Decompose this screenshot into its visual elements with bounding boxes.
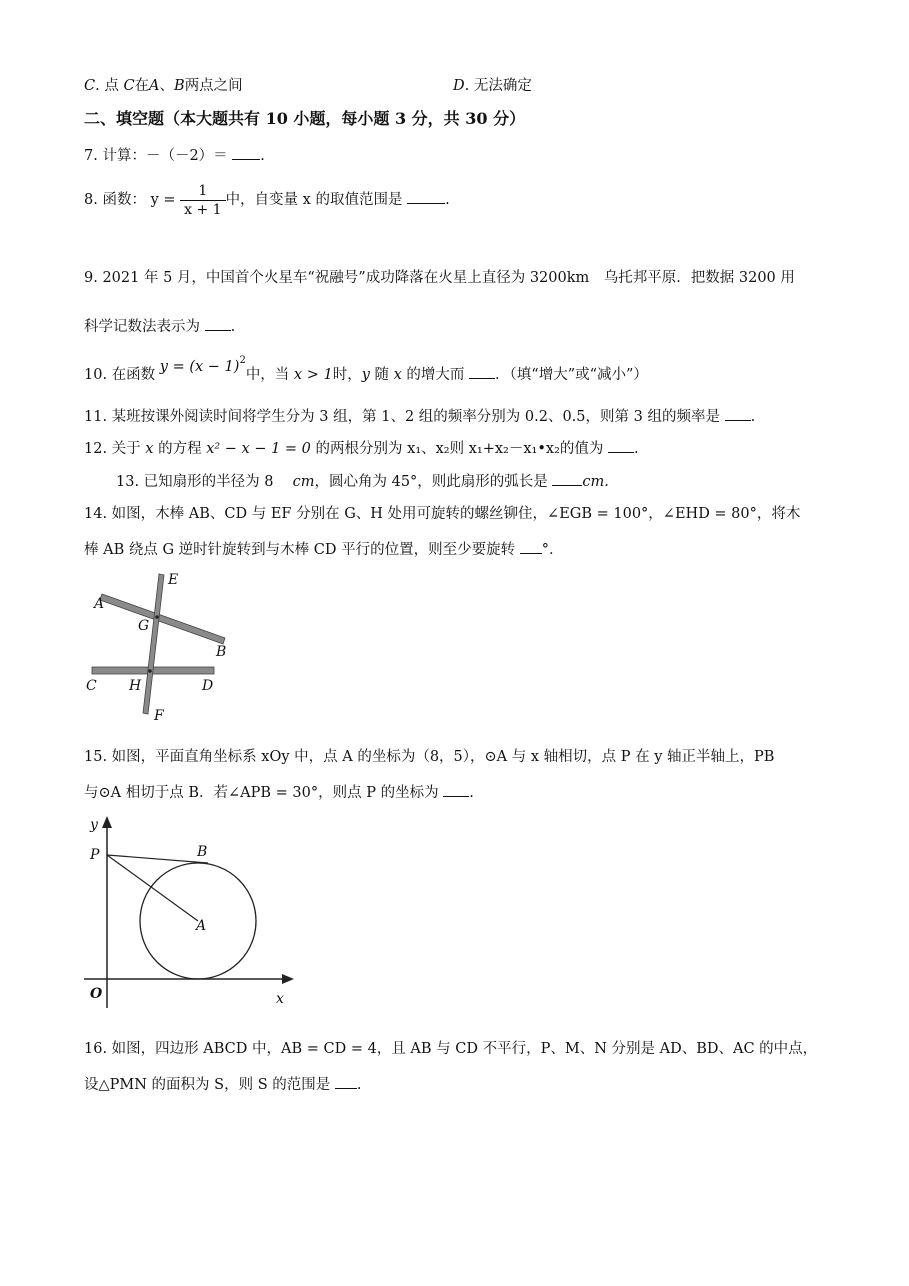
answer-blank[interactable] [407,189,445,204]
question-14-line-2 [84,539,563,560]
point-g [155,615,159,619]
option-c-a: A [149,78,160,94]
option-c-text-post: 两点之间 [184,78,243,94]
x-axis [84,974,294,984]
label-a: A [94,596,105,612]
q13-mid: ，圆心角为 45°，则此扇形的弧长是 [314,474,548,490]
option-c-label: C [84,78,96,94]
q15-figure [84,812,304,1012]
q8-pre: 8. 函数： [84,192,146,208]
q8-post: 中，自变量 x 的取值范围是 [225,192,403,208]
q10-mid4: 的增大而 [406,366,465,383]
q12-eq: x² − x − 1 = 0 [206,441,311,457]
q10-exp: 2 [239,355,246,366]
label-o: O [90,986,103,1002]
label-c: C [86,678,97,694]
question-9-line-2 [84,316,235,337]
label-g: G [138,618,150,634]
q14-end: °． [541,542,564,558]
q13-end: cm. [582,474,609,490]
option-d-label: D [453,78,465,94]
q10-mid: 中，当 [245,366,290,383]
q16-end: . [356,1077,362,1093]
q15-line2: 与⊙A 相切于点 B．若∠APB = 30°，则点 P 的坐标为 [84,785,439,801]
q15-end: . [469,785,474,801]
answer-blank[interactable] [443,782,469,797]
q9-end: . [230,319,236,335]
option-c-sep: 、 [159,78,175,94]
question-7 [84,145,265,166]
q13-pre: 13. 已知扇形的半径为 8 [116,474,289,490]
answer-blank[interactable] [552,471,582,486]
answer-blank[interactable] [232,145,260,160]
question-12 [84,438,639,459]
question-15-line-2 [84,782,474,803]
option-d-text: . 无法确定 [464,78,532,94]
question-11 [84,406,755,427]
answer-blank[interactable] [520,539,542,554]
q12-mid2: 的两根分别为 x₁、x₂则 x₁+x₂－x₁•x₂的值为 [315,441,604,457]
q8-numerator: 1 [180,182,225,201]
q14-figure [84,568,244,728]
point-h [148,669,152,673]
stick-ef [143,574,164,714]
answer-blank[interactable] [469,364,495,379]
q12-x: x [145,441,154,457]
q12-mid: 的方程 [158,441,202,457]
option-c-b: B [174,78,185,94]
label-f: F [154,708,164,724]
section-title: 二、填空题（本大题共有 10 小题，每小题 3 分，共 30 分） [84,109,526,128]
question-10 [84,355,648,385]
label-x: x [276,991,284,1007]
option-c [84,76,243,96]
stick-ab [100,594,225,644]
answer-blank[interactable] [725,406,751,421]
option-c-var: C [123,78,135,94]
q12-pre: 12. 关于 [84,441,141,457]
question-15-line-1: 15. 如图，平面直角坐标系 xOy 中，点 A 的坐标为（8，5），⊙A 与 x 轴相切，点 P 在 y 轴正半轴上，PB [84,749,775,765]
question-9-line-1: 9. 2021 年 5 月，中国首个火星车“祝融号”成功降落在火星上直径为 3200km 乌托邦平原．把数据 3200 用 [84,270,795,286]
label-b-tangent: B [197,844,208,860]
label-y: y [90,817,98,833]
q8-y-eq: y = [150,192,176,208]
q10-x: x [393,366,402,383]
q10-func: y = (x − 1) [159,358,240,375]
q8-fraction [180,182,225,219]
q14-line2: 棒 AB 绕点 G 逆时针旋转到与木棒 CD 平行的位置，则至少要旋转 [84,542,516,558]
option-c-text-mid: 在 [134,78,150,94]
option-c-text-pre: . 点 [95,78,119,94]
label-d: D [202,678,214,694]
option-d [453,76,532,96]
question-16-line-1: 16. 如图，四边形 ABCD 中，AB = CD = 4，且 AB 与 CD 不平行，P、M、N 分别是 AD、BD、AC 的中点， [84,1041,818,1057]
q10-pre: 10. 在函数 [84,366,156,383]
tangent-pb [107,855,208,863]
q12-end: . [634,441,639,457]
q10-y: y [361,366,370,383]
label-a-center: A [196,918,207,934]
label-p: P [90,847,100,863]
q7-text: 7. 计算：－（－2）＝ [84,148,228,164]
q9-line2: 科学记数法表示为 [84,319,200,335]
q8-end: . [445,192,450,208]
q16-line2: 设△PMN 的面积为 S，则 S 的范围是 [84,1077,331,1093]
q11-end: . [750,409,756,425]
answer-blank[interactable] [335,1074,357,1089]
question-14-line-1: 14. 如图，木棒 AB、CD 与 EF 分别在 G、H 处用可旋转的螺丝铆住，∠EGB = 100°，∠EHD = 80°，将木 [84,506,801,522]
question-13 [116,471,609,492]
q8-denominator: x + 1 [184,201,222,218]
label-b: B [216,644,227,660]
q10-mid3: 随 [374,366,390,383]
answer-blank[interactable] [608,438,634,453]
q10-post: ．（填“增大”或“减小”） [495,366,648,383]
q10-mid2: 时， [332,366,362,383]
q7-end: . [260,148,265,164]
answer-blank[interactable] [205,316,231,331]
label-e: E [168,572,179,588]
question-16-line-2 [84,1074,361,1095]
q10-cond: x > 1 [293,366,333,383]
label-h: H [129,678,142,694]
question-8 [84,180,450,220]
q11-text: 11. 某班按课外阅读时间将学生分为 3 组，第 1、2 组的频率分别为 0.2、0.5，则第 3 组的频率是 [84,409,720,425]
q13-unit: cm [292,474,315,490]
